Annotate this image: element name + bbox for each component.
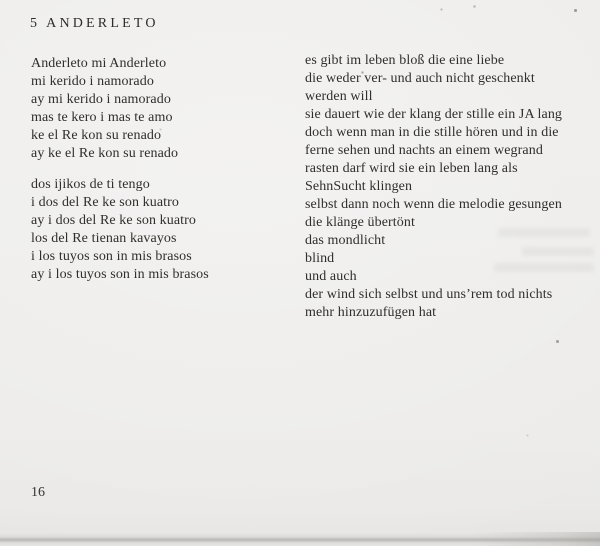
poem-line: es gibt im leben bloß die eine liebe (305, 53, 505, 68)
page-show-through (522, 247, 594, 256)
poem-line: rasten darf wird sie ein leben lang als (305, 161, 518, 176)
poem-line: ay ke el Re kon su renado (31, 146, 179, 161)
page-show-through (494, 263, 594, 272)
poem-line: ke el Re kon su renado (31, 128, 162, 143)
poem-column-german (305, 52, 595, 322)
stanza-1 (31, 55, 281, 163)
poem-line: doch wenn man in die stille hören und in die (305, 125, 559, 140)
poem-line: der wind sich selbst und uns’rem tod nichts (305, 287, 553, 302)
poem-line: das mondlicht (305, 233, 386, 248)
poem-line: blind (305, 251, 335, 266)
poem-line: ay mi kerido i namorado (31, 92, 171, 107)
poem-line: i dos del Re ke son kuatro (31, 195, 180, 210)
page-number: 16 (31, 485, 45, 500)
poem-line: mi kerido i namorado (31, 74, 154, 89)
page-bottom-edge (0, 532, 600, 546)
page-show-through (498, 228, 590, 237)
poem-line: ferne sehen und nachts an einem wegrand (305, 143, 543, 158)
poem-line: SehnSucht klingen (305, 179, 413, 194)
poem-line: mas te kero i mas te amo (31, 110, 173, 125)
poem-line: ay i dos del Re ke son kuatro (31, 213, 197, 228)
poem-line: dos ijikos de ti tengo (31, 177, 150, 192)
stanza-gap (31, 163, 281, 176)
poem-line: i los tuyos son in mis brasos (31, 249, 192, 264)
poem-line: sie dauert wie der klang der stille ein JA lang (305, 107, 563, 122)
poem-line: die weder ver- und auch nicht geschenkt (305, 71, 535, 86)
poem-line: werden will (305, 89, 373, 104)
poem-line: ay i los tuyos son in mis brasos (31, 267, 209, 282)
poem-line: los del Re tienan kavayos (31, 231, 177, 246)
poem-line: selbst dann noch wenn die melodie gesungen (305, 197, 562, 212)
poem-line: mehr hinzuzufügen hat (305, 305, 437, 320)
poem-line: die klänge übertönt (305, 215, 415, 230)
stanza-2 (31, 176, 281, 284)
poem-line: und auch (305, 269, 357, 284)
section-title: 5 ANDERLETO (30, 16, 159, 31)
poem-column-ladino (31, 55, 281, 284)
scan-dust-specks (0, 0, 1, 1)
poem-line: Anderleto mi Anderleto (31, 56, 167, 71)
